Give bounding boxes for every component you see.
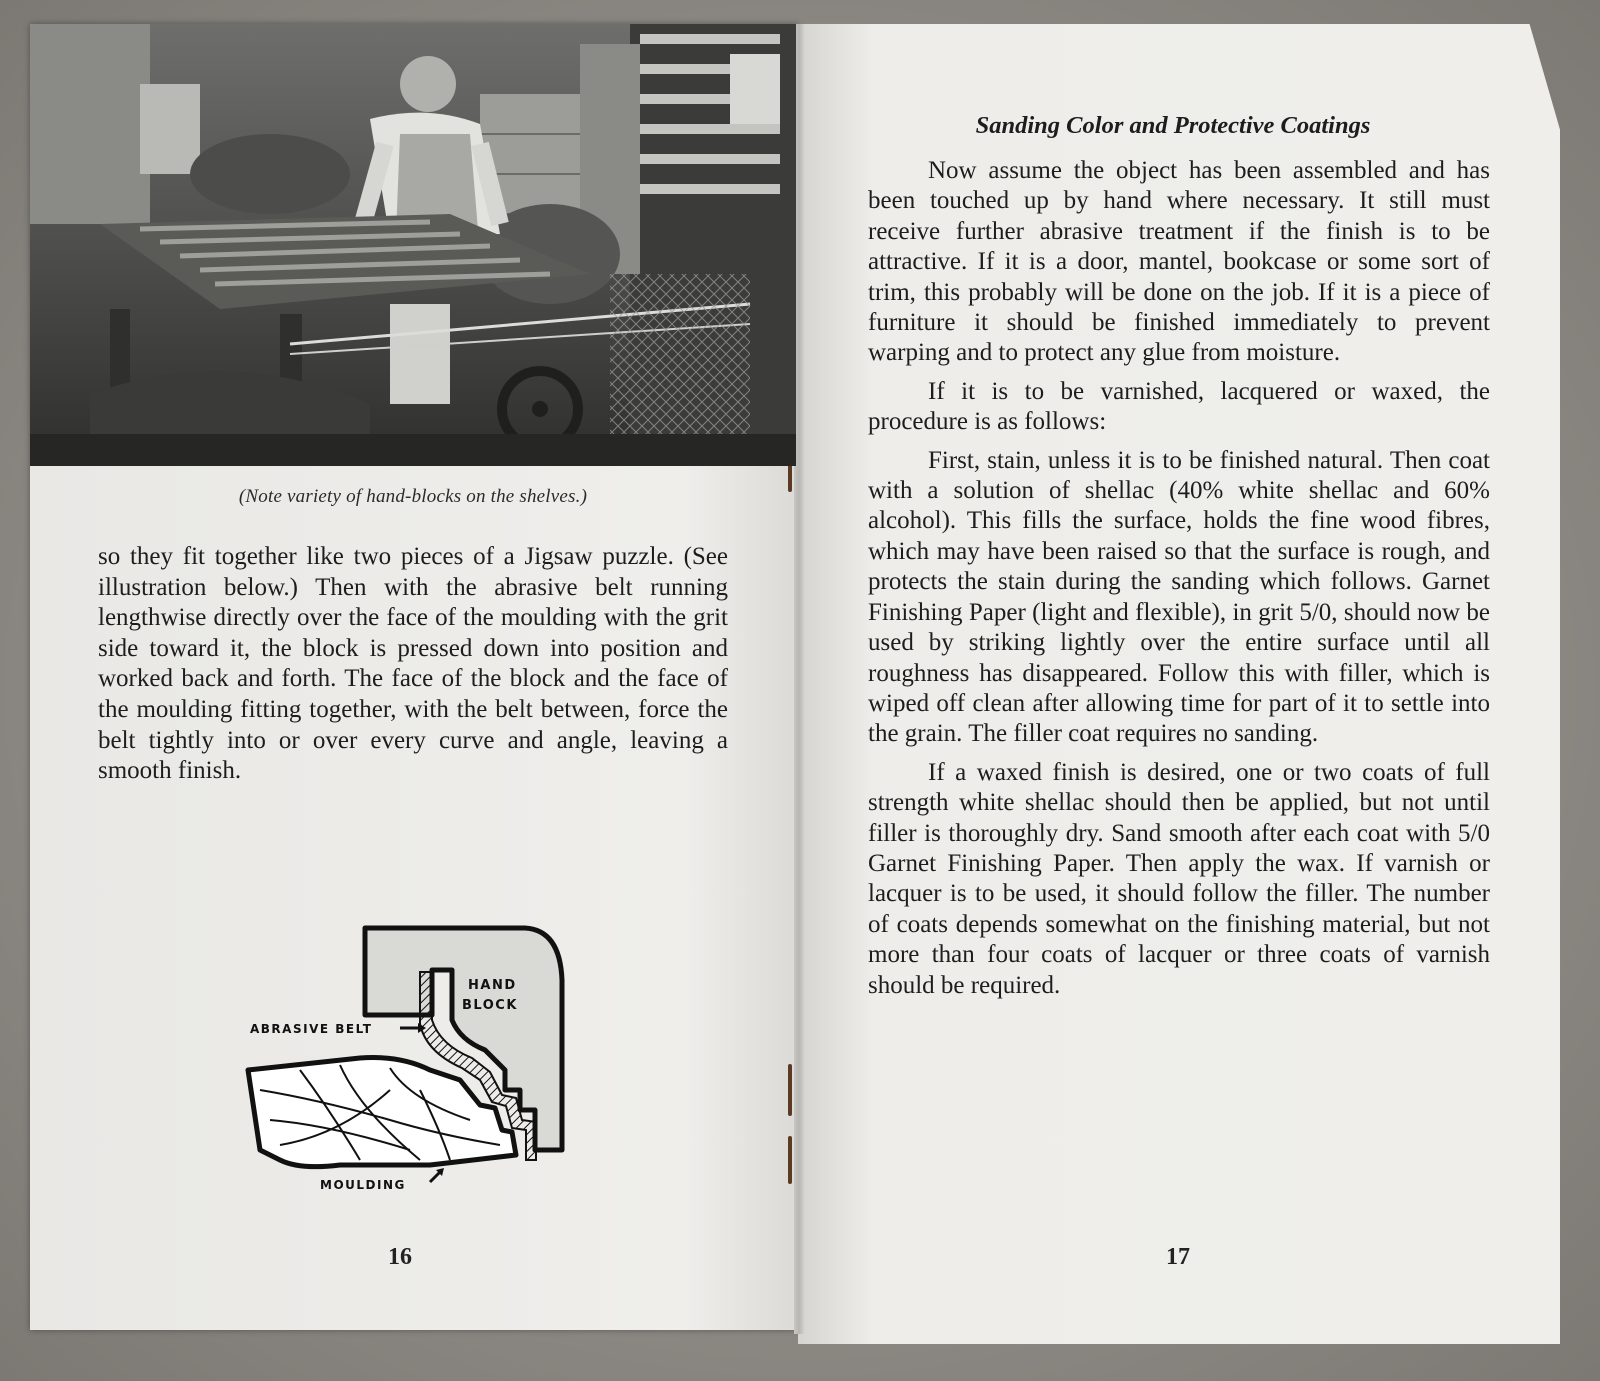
photo-caption: (Note variety of hand-blocks on the shelves.) xyxy=(238,486,588,507)
label-block: BLOCK xyxy=(462,998,518,1013)
section-heading: Sanding Color and Protective Coatings xyxy=(975,112,1371,139)
paragraph-2: If it is to be varnished, lacquered or waxed, the procedure is as follows: xyxy=(868,377,1490,436)
workshop-photograph xyxy=(30,24,796,466)
page-number-left: 16 xyxy=(388,1244,412,1270)
paragraph-1: Now assume the object has been assembled and has been touched up by hand where necessary. It still must receive further abrasive treatment if the finish is to be attractive. If it is a door, mantel, bookcase or some sort of trim, this probably will be done on the job. If it is a piece of furniture it should be finished immediately to prevent warping and to protect any glue from moisture. xyxy=(868,157,1490,367)
left-paragraph: so they fit together like two pieces of a Jigsaw puzzle. (See illustration below.) Then with the abrasive belt running lengthwise directly over the face of the moulding with the grit side toward it, the block is pressed down into position and worked back and forth. The face of the block and the face of the moulding fitting together, with the belt between, force the belt tightly into or over every curve and angle, leaving a smooth finish. xyxy=(98,543,728,785)
label-abrasive-belt: ABRASIVE BELT xyxy=(250,1022,373,1036)
left-body-text xyxy=(98,542,728,787)
staple-bottom xyxy=(788,1136,792,1184)
paragraph-3: First, stain, unless it is to be finished natural. Then coat with a solution of shellac (40% white shellac and 60% alcohol). This fills the surface, holds the fine wood fibres, which may have been raised so that the surface is rough, and protects the stain during the sanding which follows. Garnet Finishing Paper (light and flexible), in grit 5/0, should now be used by striking lightly over the entire surface until all roughness has disappeared. Follow this with filler, which is wiped off clean after allowing time for part of it to settle into the grain. The filler coat requires no sanding. xyxy=(868,446,1490,748)
label-hand: HAND xyxy=(468,978,517,993)
staple-lower-mid xyxy=(788,1064,792,1116)
label-moulding: MOULDING xyxy=(320,1178,406,1192)
hand-block-diagram xyxy=(240,920,580,1210)
paragraph-4: If a waxed finish is desired, one or two coats of full strength white shellac should then be applied, but not until filler is thoroughly dry. Sand smooth after each coat with 5/0 Garnet Finishing Paper. Then apply the wax. If varnish or lacquer is to be used, it should follow the filler. The number of coats depends somewhat on the finishing material, but not more than four coats of lacquer or three coats of varnish should be required. xyxy=(868,758,1490,999)
page-number-right: 17 xyxy=(1166,1244,1190,1270)
right-body-text xyxy=(868,156,1490,1009)
